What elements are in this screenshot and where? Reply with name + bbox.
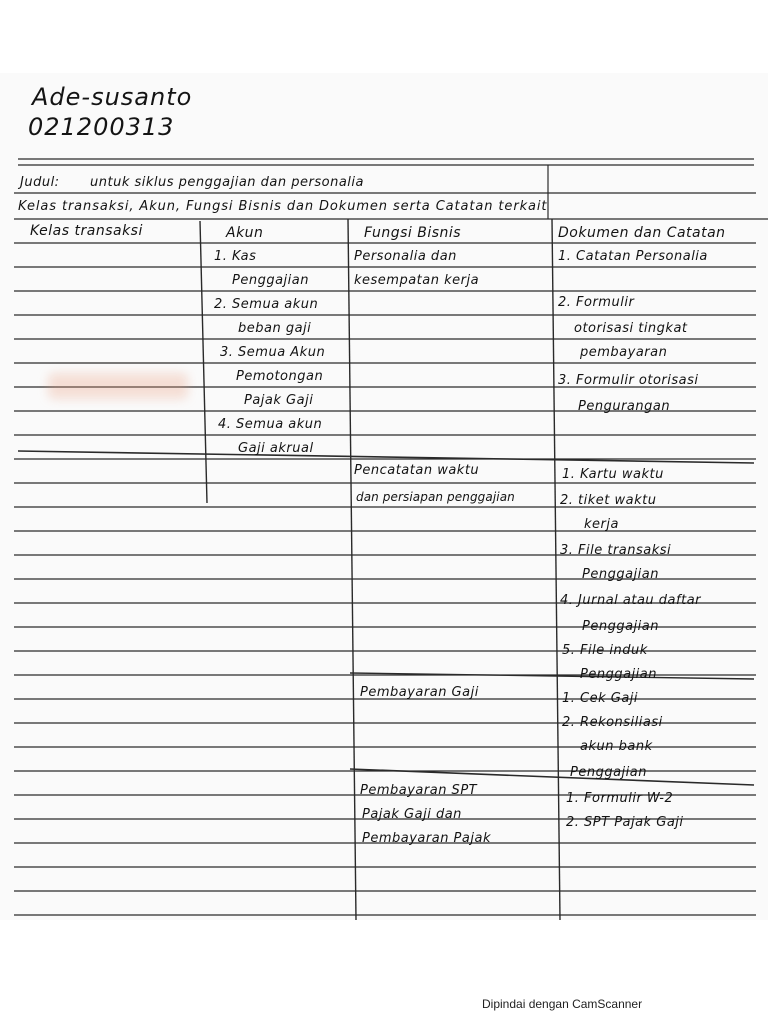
dokumen-line: otorisasi tingkat — [574, 321, 688, 336]
fungsi-line: Pembayaran Gaji — [360, 685, 479, 700]
dokumen-line: 2. tiket waktu — [560, 493, 657, 508]
author-id: 021200313 — [28, 113, 175, 141]
title-line-1: untuk siklus penggajian dan personalia — [90, 175, 364, 190]
akun-line: Penggajian — [232, 273, 309, 288]
akun-line: Pajak Gaji — [244, 393, 314, 408]
dokumen-line: 1. Catatan Personalia — [558, 249, 708, 264]
notebook-page — [0, 73, 768, 920]
akun-line: beban gaji — [238, 321, 312, 336]
dokumen-line: akun bank — [580, 739, 653, 754]
fungsi-line: Pembayaran SPT — [360, 783, 478, 798]
dokumen-line: 1. Formulir W-2 — [566, 791, 674, 806]
akun-line: 2. Semua akun — [214, 297, 319, 312]
fungsi-line: kesempatan kerja — [354, 273, 480, 288]
akun-line: Pemotongan — [236, 369, 324, 384]
fungsi-line: Pajak Gaji dan — [362, 807, 462, 822]
header-fungsi-bisnis: Fungsi Bisnis — [364, 225, 462, 241]
dokumen-line: Penggajian — [582, 619, 659, 634]
dokumen-line: 2. Rekonsiliasi — [562, 715, 663, 730]
dokumen-line: Penggajian — [580, 667, 657, 682]
akun-line: 1. Kas — [214, 249, 257, 264]
dokumen-line: kerja — [584, 517, 619, 532]
header-dokumen-catatan: Dokumen dan Catatan — [558, 225, 726, 241]
red-smudge — [48, 373, 188, 399]
dokumen-line: Penggajian — [582, 567, 659, 582]
akun-line: 4. Semua akun — [218, 417, 323, 432]
fungsi-line: Pembayaran Pajak — [362, 831, 491, 846]
dokumen-line: 3. Formulir otorisasi — [558, 373, 699, 388]
dokumen-line: Pengurangan — [578, 399, 671, 414]
akun-line: 3. Semua Akun — [220, 345, 326, 360]
akun-line: Gaji akrual — [238, 441, 314, 456]
dokumen-line: 2. SPT Pajak Gaji — [566, 815, 684, 830]
dokumen-line: 1. Cek Gaji — [562, 691, 639, 706]
fungsi-line: dan persiapan penggajian — [356, 490, 515, 504]
author-name: Ade-susanto — [32, 83, 193, 111]
dokumen-line: pembayaran — [580, 345, 668, 360]
dokumen-line: 4. Jurnal atau daftar — [560, 593, 702, 608]
fungsi-line: Pencatatan waktu — [354, 463, 480, 478]
dokumen-line: 5. File induk — [562, 643, 648, 658]
dokumen-line: 2. Formulir — [558, 295, 635, 310]
dokumen-line: Penggajian — [570, 765, 647, 780]
dokumen-line: 1. Kartu waktu — [562, 467, 664, 482]
header-kelas-transaksi: Kelas transaksi — [30, 223, 143, 239]
dokumen-line: 3. File transaksi — [560, 543, 672, 558]
camscanner-footer: Dipindai dengan CamScanner — [482, 997, 643, 1011]
title-prefix: Judul: — [20, 175, 60, 190]
header-akun: Akun — [226, 225, 264, 241]
fungsi-line: Personalia dan — [354, 249, 457, 264]
title-line-2: Kelas transaksi, Akun, Fungsi Bisnis dan Dokumen serta Catatan terkait — [18, 199, 548, 214]
